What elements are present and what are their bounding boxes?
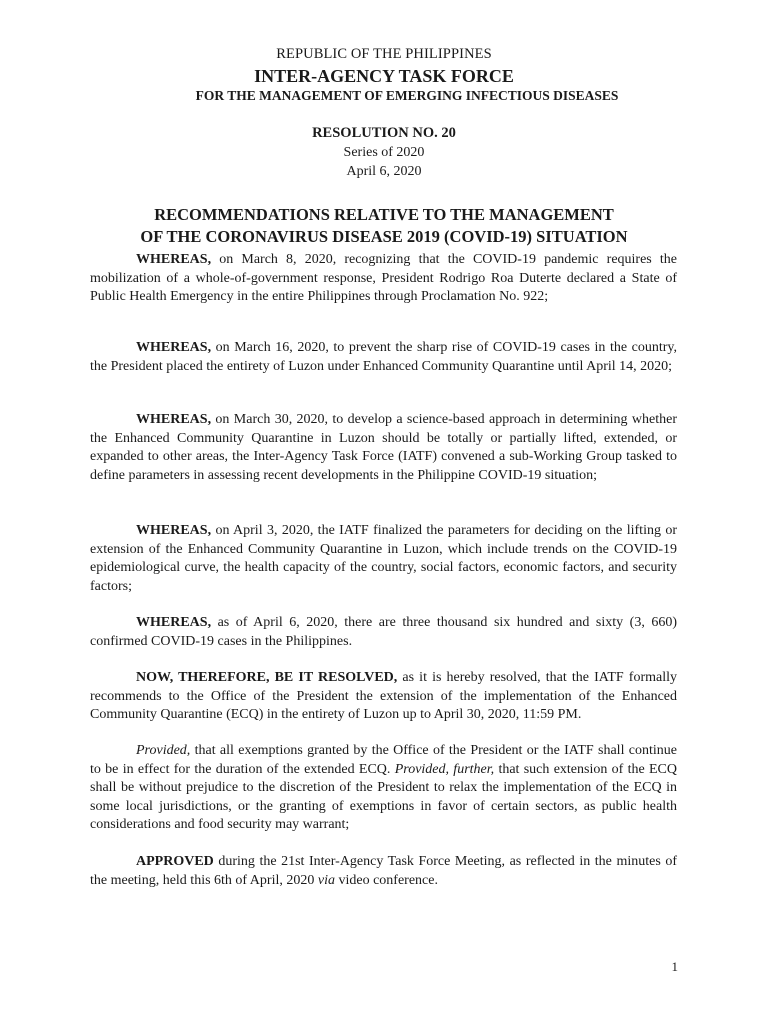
- whereas-paragraph-1: [90, 251, 677, 307]
- paragraph-text: on March 16, 2020, to prevent the sharp rise of COVID-19 cases in the country, the President placed the entirety of Luzon under Enhanced Community Quarantine until April 14, 2020;: [90, 340, 677, 374]
- header-agency: INTER-AGENCY TASK FORCE: [254, 66, 514, 86]
- resolution-number: RESOLUTION NO. 20: [312, 125, 456, 141]
- paragraph-text-1: that all exemptions granted by the Office of the President or the IATF shall continue to be in effect for the duration of the extended ECQ.: [90, 743, 677, 777]
- paragraph-text: on April 3, 2020, the IATF finalized the parameters for deciding on the lifting or extension of the Enhanced Community Quarantine in Luzon, which include trends on the COVID-19 epidemiological curve, the health capacity of the country, social factors, economic factors, and security factors;: [90, 523, 677, 594]
- whereas-paragraph-3: [90, 411, 677, 485]
- resolution-date: April 6, 2020: [346, 164, 422, 179]
- paragraph-lead: WHEREAS,: [136, 412, 212, 427]
- page-number: 1: [671, 959, 678, 974]
- resolved-paragraph: [90, 669, 677, 725]
- paragraph-text: as of April 6, 2020, there are three thousand six hundred and sixty (3, 660) confirmed COVID-19 cases in the Philippines.: [90, 615, 677, 649]
- provided-paragraph: [90, 742, 677, 835]
- resolution-series: Series of 2020: [343, 145, 425, 160]
- title-line-1: RECOMMENDATIONS RELATIVE TO THE MANAGEMENT: [154, 205, 614, 224]
- paragraph-text: on March 30, 2020, to develop a science-based approach in determining whether the Enhanced Community Quarantine in Luzon should be totally or partially lifted, extended, or expanded to other areas, the Inter-Agency Task Force (IATF) convened a sub-Working Group tasked to define parameters in assessing recent developments in the Philippine COVID-19 situation;: [90, 412, 677, 483]
- whereas-paragraph-2: [90, 339, 677, 376]
- title-line-2: OF THE CORONAVIRUS DISEASE 2019 (COVID-19) SITUATION: [140, 227, 628, 246]
- paragraph-lead: WHEREAS,: [136, 252, 212, 267]
- document-title: [0, 204, 768, 248]
- header-republic: REPUBLIC OF THE PHILIPPINES: [276, 46, 492, 62]
- whereas-paragraph-5: [90, 614, 677, 651]
- paragraph-lead: WHEREAS,: [136, 523, 212, 538]
- paragraph-lead: WHEREAS,: [136, 615, 212, 630]
- paragraph-lead: WHEREAS,: [136, 340, 212, 355]
- paragraph-lead: APPROVED: [136, 854, 214, 869]
- paragraph-text-2: video conference.: [334, 872, 438, 888]
- paragraph-text: on March 8, 2020, recognizing that the COVID-19 pandemic requires the mobilization of a whole-of-government response, President Rodrigo Roa Duterte declared a State of Public Health Emergency in the entire Philippines through Proclamation No. 922;: [90, 252, 677, 304]
- paragraph-text-1: during the 21st Inter-Agency Task Force Meeting, as reflected in the minutes of the meeting, held this 6th of April, 2020: [90, 854, 677, 888]
- header-mandate: FOR THE MANAGEMENT OF EMERGING INFECTIOUS DISEASES: [195, 88, 619, 103]
- via-italic: via: [317, 872, 335, 888]
- approved-paragraph: [90, 853, 677, 890]
- whereas-paragraph-4: [90, 522, 677, 596]
- paragraph-text-2: that such extension of the ECQ shall be without prejudice to the discretion of the President to relax the implementation of the ECQ in some local jurisdictions, or the granting of exemptions in favor of certain sectors, as public health considerations and food security may warrant;: [90, 761, 677, 832]
- provided-italic-2: Provided, further,: [394, 761, 495, 777]
- paragraph-lead: NOW, THEREFORE, BE IT RESOLVED,: [136, 670, 398, 685]
- paragraph-text: as it is hereby resolved, that the IATF formally recommends to the Office of the President the extension of the implementation of the Enhanced Community Quarantine (ECQ) in the entirety of Luzon up to April 30, 2020, 11:59 PM.: [90, 670, 677, 722]
- provided-italic-1: Provided,: [136, 743, 191, 758]
